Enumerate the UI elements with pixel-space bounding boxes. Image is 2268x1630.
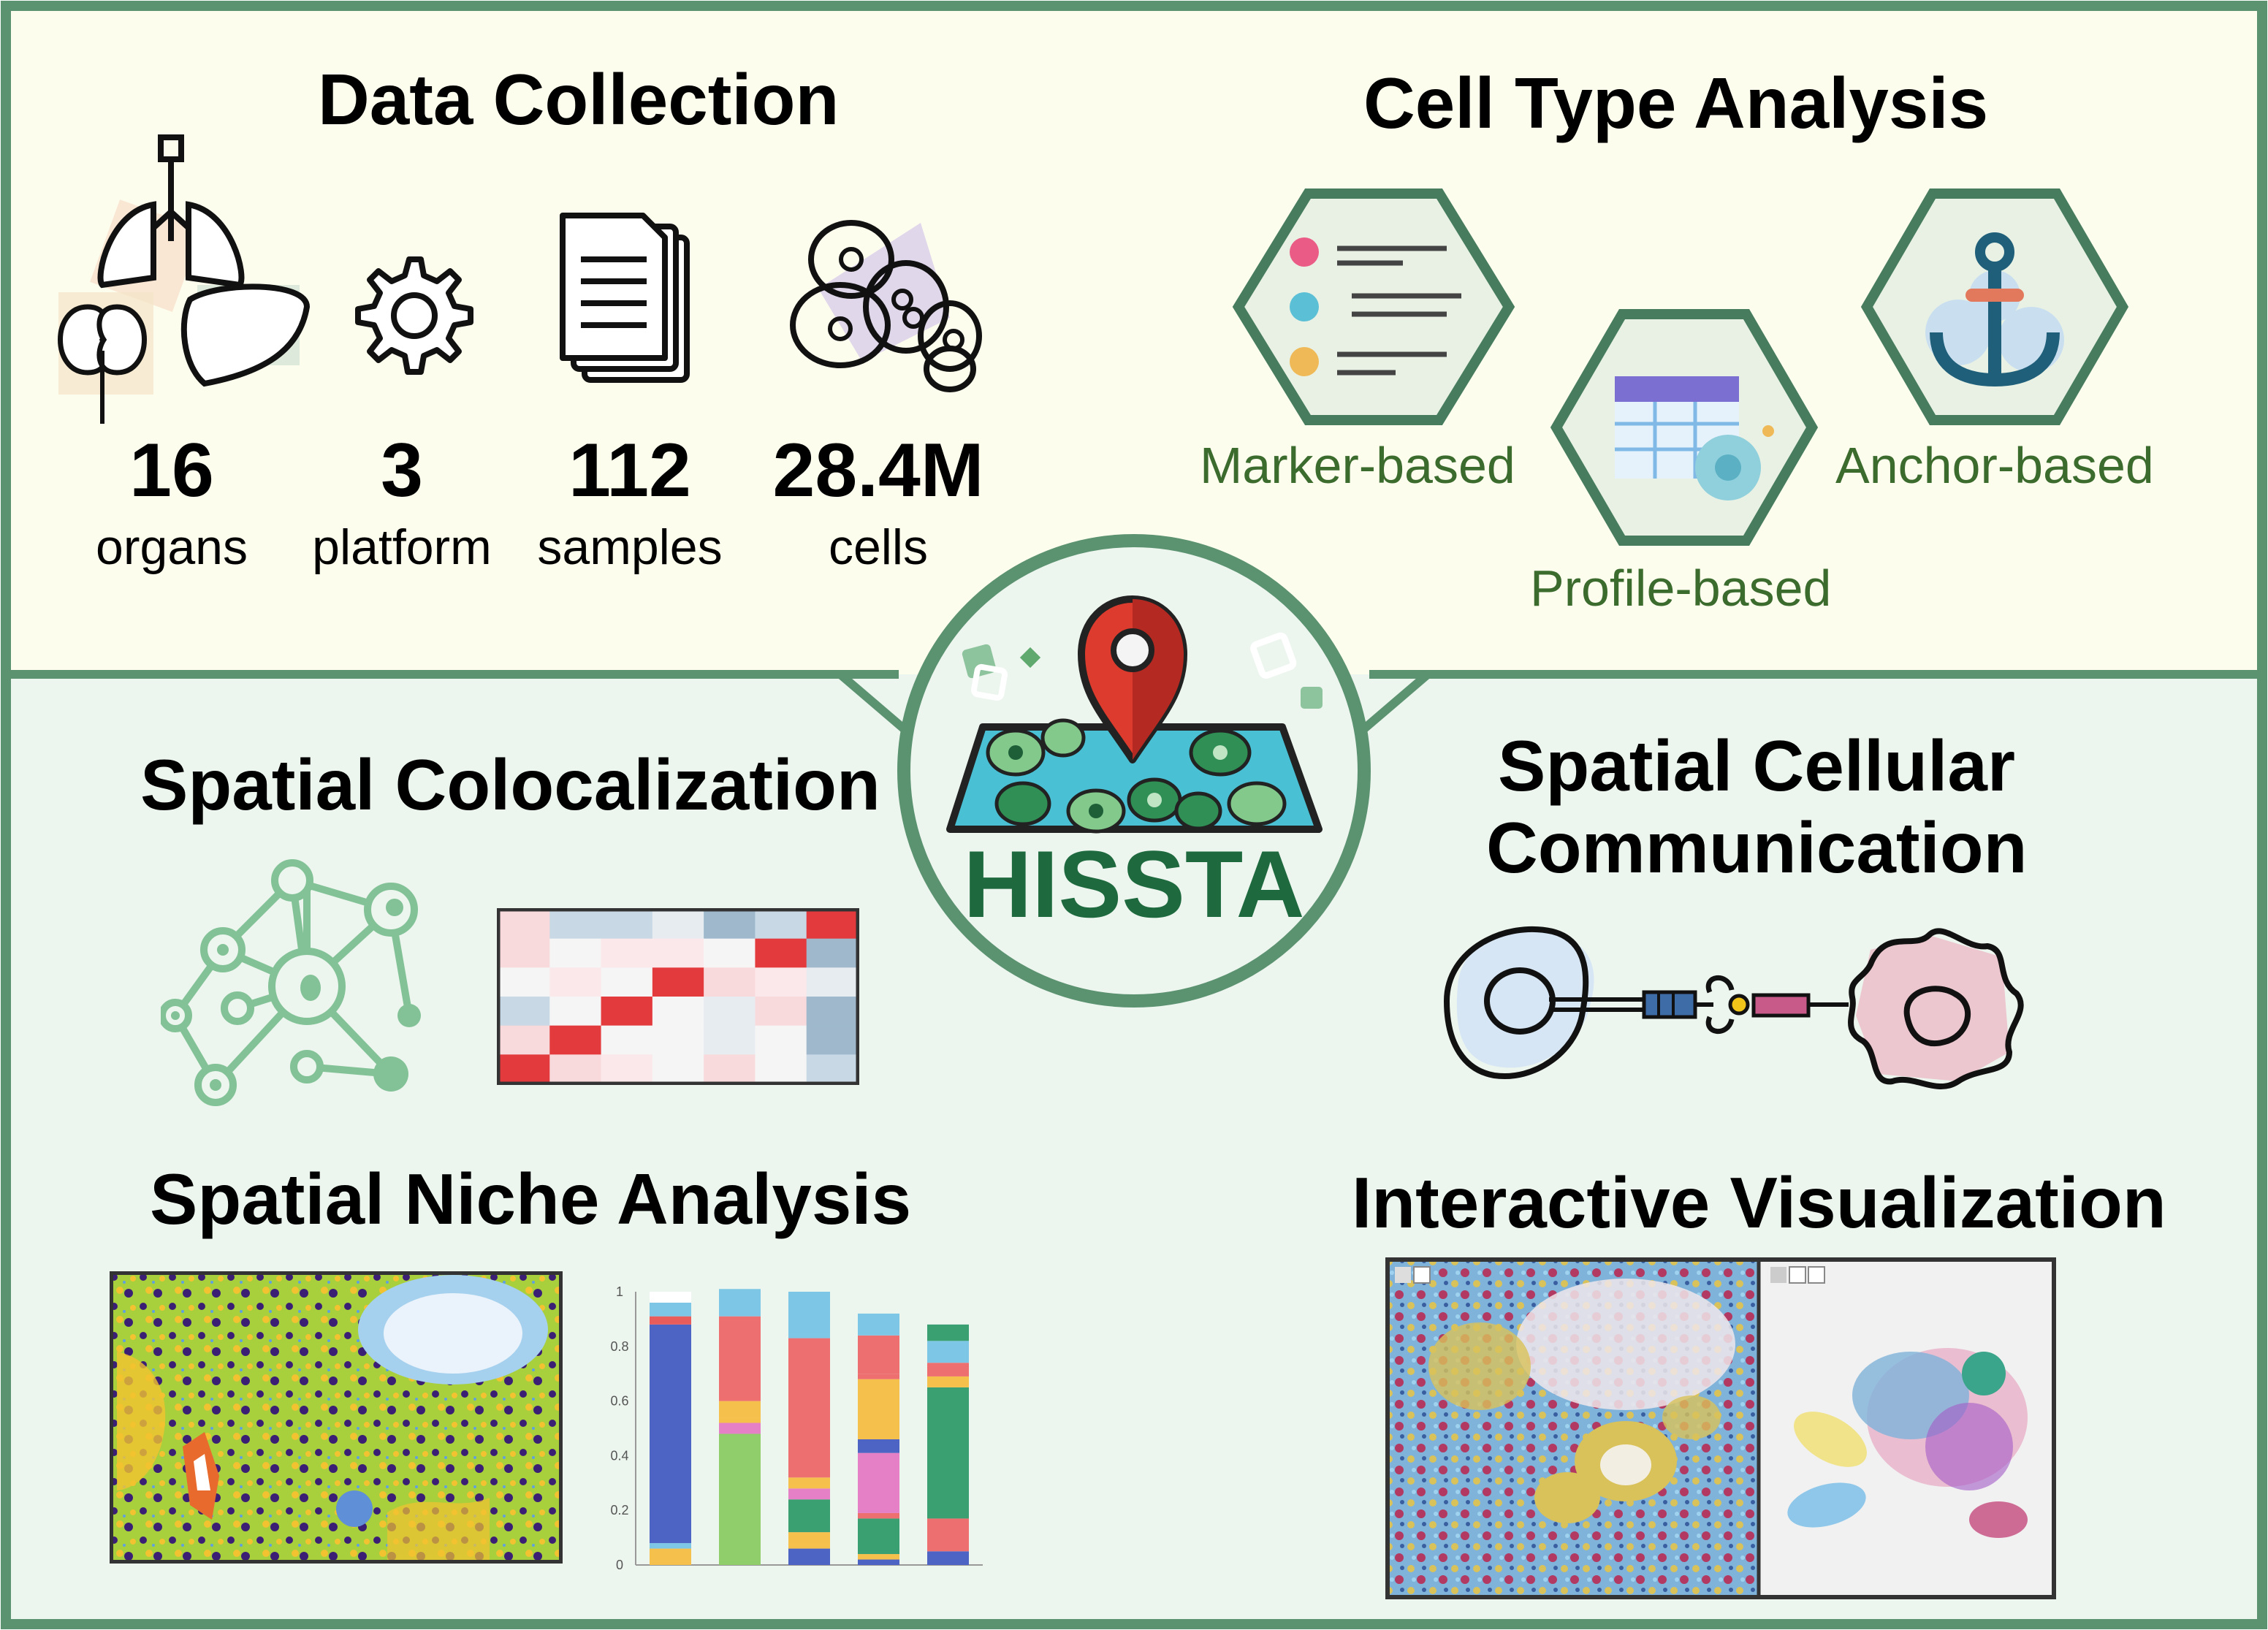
marker-based-label: Marker-based <box>1200 437 1515 494</box>
bar-segment <box>650 1543 691 1548</box>
stat-platform-label: platform <box>312 519 492 575</box>
heatmap-cell <box>498 1054 550 1084</box>
heatmap-cell <box>652 1026 704 1055</box>
heatmap-cell <box>498 997 550 1026</box>
y-tick-label: 0 <box>615 1558 624 1572</box>
heatmap-cell <box>549 997 601 1026</box>
communication-title-line2: Communication <box>1486 807 2028 888</box>
bar-segment <box>927 1376 969 1387</box>
hissta-logo-text: HISSTA <box>963 831 1305 937</box>
heatmap-cell <box>498 910 550 939</box>
heatmap-cell <box>755 967 807 997</box>
heatmap-cell <box>652 997 704 1026</box>
bar-segment <box>788 1292 830 1338</box>
documents-icon <box>555 208 701 391</box>
bar-segment <box>858 1374 899 1379</box>
heatmap-cell <box>498 1026 550 1055</box>
interactive-visualization-title: Interactive Visualization <box>1352 1162 2166 1243</box>
gear-icon <box>343 252 475 384</box>
bar-segment <box>650 1303 691 1317</box>
bar-segment <box>858 1453 899 1513</box>
marker-list-icon <box>1228 186 1520 427</box>
bar-segment <box>788 1488 830 1499</box>
heatmap-cell <box>807 1054 859 1084</box>
heatmap-cell <box>601 1054 653 1084</box>
cell-type-analysis-title: Cell Type Analysis <box>1363 63 1989 143</box>
spatial-colocalization-title: Spatial Colocalization <box>140 744 880 825</box>
bar-segment <box>858 1513 899 1518</box>
stat-samples-label: samples <box>537 519 723 575</box>
heatmap-cell <box>498 967 550 997</box>
heatmap-cell <box>498 939 550 968</box>
heatmap-cell <box>704 910 756 939</box>
y-tick-label: 0.8 <box>610 1338 629 1354</box>
bar-segment <box>858 1439 899 1453</box>
stat-organs-label: organs <box>96 519 248 575</box>
heatmap-cell <box>755 939 807 968</box>
bar-segment <box>858 1336 899 1374</box>
bar-segment <box>719 1401 761 1417</box>
profile-table-icon <box>1549 307 1819 548</box>
stat-samples-value: 112 <box>568 428 691 513</box>
anchor-icon <box>1856 186 2134 427</box>
bar-segment <box>858 1314 899 1336</box>
profile-based-label: Profile-based <box>1530 560 1832 617</box>
heatmap-cell <box>601 997 653 1026</box>
bar-segment <box>927 1387 969 1519</box>
communication-title-line1: Spatial Cellular <box>1498 725 2016 806</box>
heatmap-cell <box>549 1026 601 1055</box>
heatmap-cell <box>601 910 653 939</box>
stat-cells-label: cells <box>828 519 929 575</box>
niche-spatial-map <box>110 1271 563 1564</box>
bar-segment <box>719 1423 761 1434</box>
bar-segment <box>719 1317 761 1401</box>
colocalization-heatmap <box>497 908 859 1085</box>
cells-icon <box>782 208 986 398</box>
heatmap-cell <box>704 967 756 997</box>
bar-segment <box>858 1518 899 1554</box>
bar-segment <box>858 1554 899 1559</box>
stat-organs-value: 16 <box>129 428 214 513</box>
bar-segment <box>927 1551 969 1565</box>
bar-segment <box>788 1532 830 1548</box>
bar-segment <box>927 1518 969 1551</box>
bar-segment <box>927 1325 969 1341</box>
spatial-niche-title: Spatial Niche Analysis <box>150 1159 912 1239</box>
data-collection-title: Data Collection <box>318 59 840 140</box>
heatmap-cell <box>755 910 807 939</box>
heatmap-cell <box>704 1054 756 1084</box>
niche-stacked-bar-chart <box>599 1271 994 1578</box>
bar-segment <box>719 1289 761 1316</box>
bar-segment <box>650 1325 691 1543</box>
heatmap-cell <box>549 1054 601 1084</box>
ligand-receptor-icon <box>1432 906 2039 1103</box>
bar-segment <box>788 1549 830 1565</box>
bar-segment <box>650 1292 691 1303</box>
bar-segment <box>719 1417 761 1423</box>
colocalization-network-icon <box>161 855 453 1125</box>
heatmap-cell <box>601 967 653 997</box>
heatmap-cell <box>704 997 756 1026</box>
y-tick-label: 0.2 <box>610 1503 629 1518</box>
heatmap-cell <box>652 939 704 968</box>
y-tick-label: 1 <box>615 1284 624 1299</box>
y-tick-label: 0.6 <box>610 1393 629 1409</box>
heatmap-cell <box>704 1026 756 1055</box>
stat-cells-value: 28.4M <box>772 428 984 513</box>
heatmap-cell <box>807 1026 859 1055</box>
visualization-screenshot <box>1385 1257 2057 1600</box>
y-tick-label: 0.4 <box>610 1448 629 1463</box>
heatmap-cell <box>652 967 704 997</box>
heatmap-cell <box>549 939 601 968</box>
heatmap-cell <box>704 939 756 968</box>
bar-segment <box>788 1477 830 1488</box>
heatmap-cell <box>755 1026 807 1055</box>
hissta-logo <box>877 511 1388 1023</box>
heatmap-cell <box>807 967 859 997</box>
heatmap-cell <box>807 997 859 1026</box>
bar-segment <box>788 1338 830 1478</box>
heatmap-cell <box>601 939 653 968</box>
heatmap-cell <box>549 967 601 997</box>
heatmap-cell <box>549 910 601 939</box>
bar-segment <box>650 1549 691 1565</box>
bar-segment <box>650 1317 691 1325</box>
anchor-based-label: Anchor-based <box>1835 437 2154 494</box>
heatmap-cell <box>652 1054 704 1084</box>
heatmap-cell <box>601 1026 653 1055</box>
heatmap-cell <box>807 910 859 939</box>
organs-icon <box>44 132 321 424</box>
bar-segment <box>927 1363 969 1376</box>
bar-segment <box>858 1560 899 1565</box>
bar-segment <box>788 1499 830 1532</box>
bar-segment <box>719 1433 761 1565</box>
heatmap-cell <box>807 939 859 968</box>
bar-segment <box>927 1341 969 1363</box>
heatmap-cell <box>755 1054 807 1084</box>
stat-platform-value: 3 <box>381 428 423 513</box>
heatmap-cell <box>652 910 704 939</box>
heatmap-cell <box>755 997 807 1026</box>
bar-segment <box>858 1379 899 1439</box>
